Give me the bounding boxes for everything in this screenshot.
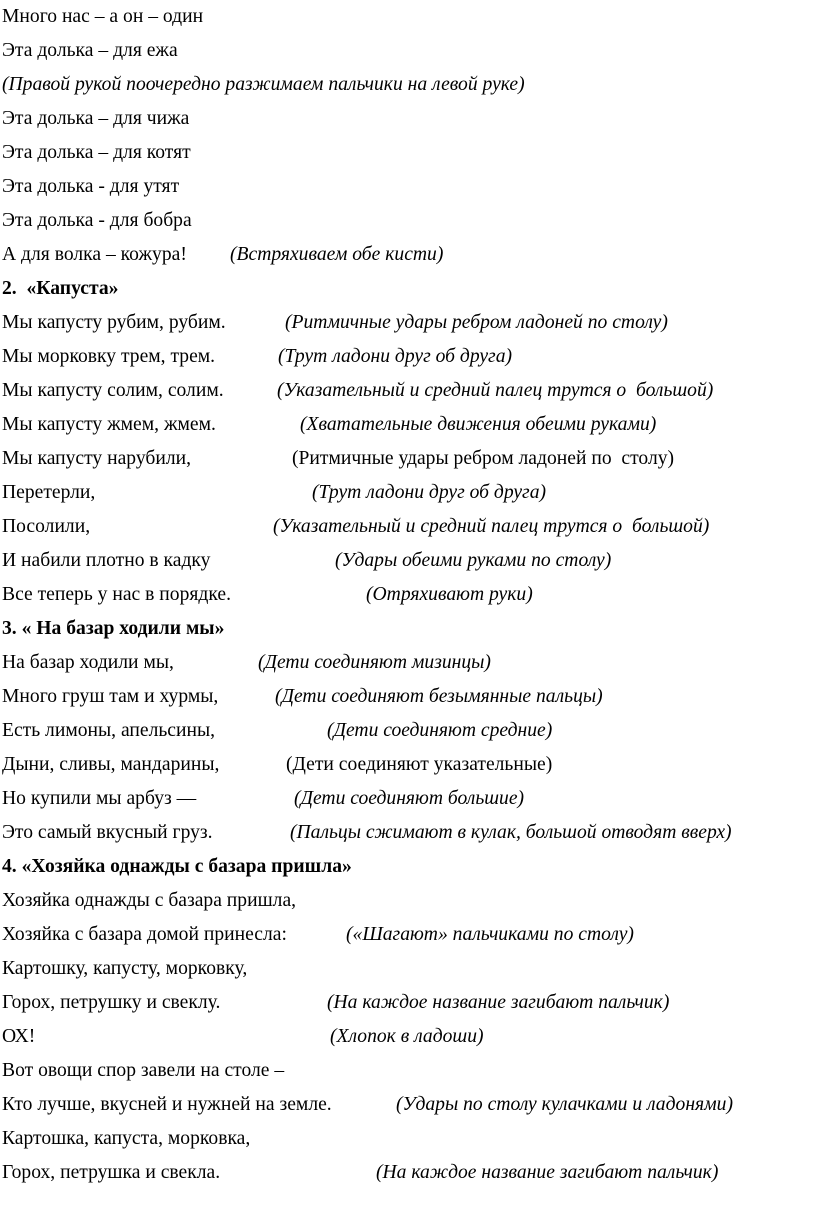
line-note: (Трут ладони друг об друга) <box>312 482 547 503</box>
line-text: Горох, петрушка и свекла. <box>2 1162 221 1183</box>
line-text: Эта долька – для ежа <box>2 40 178 61</box>
line-text: Мы капусту жмем, жмем. <box>2 414 216 435</box>
line-text: Хозяйка с базара домой принесла: <box>2 924 287 945</box>
line-text: Это самый вкусный груз. <box>2 822 213 843</box>
line-note: (Дети соединяют мизинцы) <box>258 652 491 673</box>
line-text: Мы капусту нарубили, <box>2 448 192 469</box>
line-text: Есть лимоны, апельсины, <box>2 720 216 741</box>
line-text: Эта долька - для утят <box>2 176 180 197</box>
line-text: Горох, петрушку и свеклу. <box>2 992 221 1013</box>
line-note: (Дети соединяют безымянные пальцы) <box>275 686 603 707</box>
line-note: (Ритмичные удары ребром ладоней по столу) <box>292 448 675 469</box>
line-text: Много груш там и хурмы, <box>2 686 219 707</box>
line-text: Мы морковку трем, трем. <box>2 346 216 367</box>
line-text: Эта долька - для бобра <box>2 210 192 231</box>
line-text: Картошку, капусту, морковку, <box>2 958 248 979</box>
line-text: Картошка, капуста, морковка, <box>2 1128 251 1149</box>
line-note: (Дети соединяют указательные) <box>286 754 553 775</box>
line-note: (Встряхиваем обе кисти) <box>230 244 444 265</box>
heading-text: 3. « На базар ходили мы» <box>2 618 225 639</box>
line-text: Эта долька – для котят <box>2 142 191 163</box>
line-text: На базар ходили мы, <box>2 652 174 673</box>
line-text: А для волка – кожура! <box>2 244 187 265</box>
heading-text: 2. «Капуста» <box>2 278 119 299</box>
line-text: Мы капусту солим, солим. <box>2 380 224 401</box>
line-text: ОХ! <box>2 1026 36 1047</box>
line-note: (Дети соединяют большие) <box>294 788 525 809</box>
line-note: (Хлопок в ладоши) <box>330 1026 484 1047</box>
line-text: Мы капусту рубим, рубим. <box>2 312 226 333</box>
line-note: (Хватательные движения обеими руками) <box>300 414 657 435</box>
line-text: (Правой рукой поочередно разжимаем пальчики на левой руке) <box>2 74 525 95</box>
line-text: Но купили мы арбуз — <box>2 788 197 809</box>
line-note: (Ритмичные удары ребром ладоней по столу) <box>285 312 668 333</box>
line-note: (Трут ладони друг об друга) <box>278 346 513 367</box>
line-note: (Отряхивают руки) <box>366 584 533 605</box>
line-note: (На каждое название загибают пальчик) <box>327 992 670 1013</box>
line-text: Кто лучше, вкусней и нужней на земле. <box>2 1094 332 1115</box>
line-text: Вот овощи спор завели на столе – <box>2 1060 285 1081</box>
line-note: (Дети соединяют средние) <box>327 720 553 741</box>
line-text: Перетерли, <box>2 482 96 503</box>
line-note: (Указательный и средний палец трутся о большой) <box>273 516 710 537</box>
line-text: Все теперь у нас в порядке. <box>2 584 231 605</box>
line-note: (Удары обеими руками по столу) <box>335 550 612 571</box>
line-text: Эта долька – для чижа <box>2 108 190 129</box>
line-note: («Шагают» пальчиками по столу) <box>346 924 634 945</box>
line-note: (На каждое название загибают пальчик) <box>376 1162 719 1183</box>
line-text: И набили плотно в кадку <box>2 550 211 571</box>
line-text: Посолили, <box>2 516 91 537</box>
line-text: Хозяйка однажды с базара пришла, <box>2 890 297 911</box>
line-note: (Удары по столу кулачками и ладонями) <box>396 1094 733 1115</box>
line-note: (Пальцы сжимают в кулак, большой отводят вверх) <box>290 822 732 843</box>
heading-text: 4. «Хозяйка однажды с базара пришла» <box>2 856 352 877</box>
line-text: Много нас – а он – один <box>2 6 204 27</box>
line-note: (Указательный и средний палец трутся о большой) <box>277 380 714 401</box>
line-text: Дыни, сливы, мандарины, <box>2 754 220 775</box>
